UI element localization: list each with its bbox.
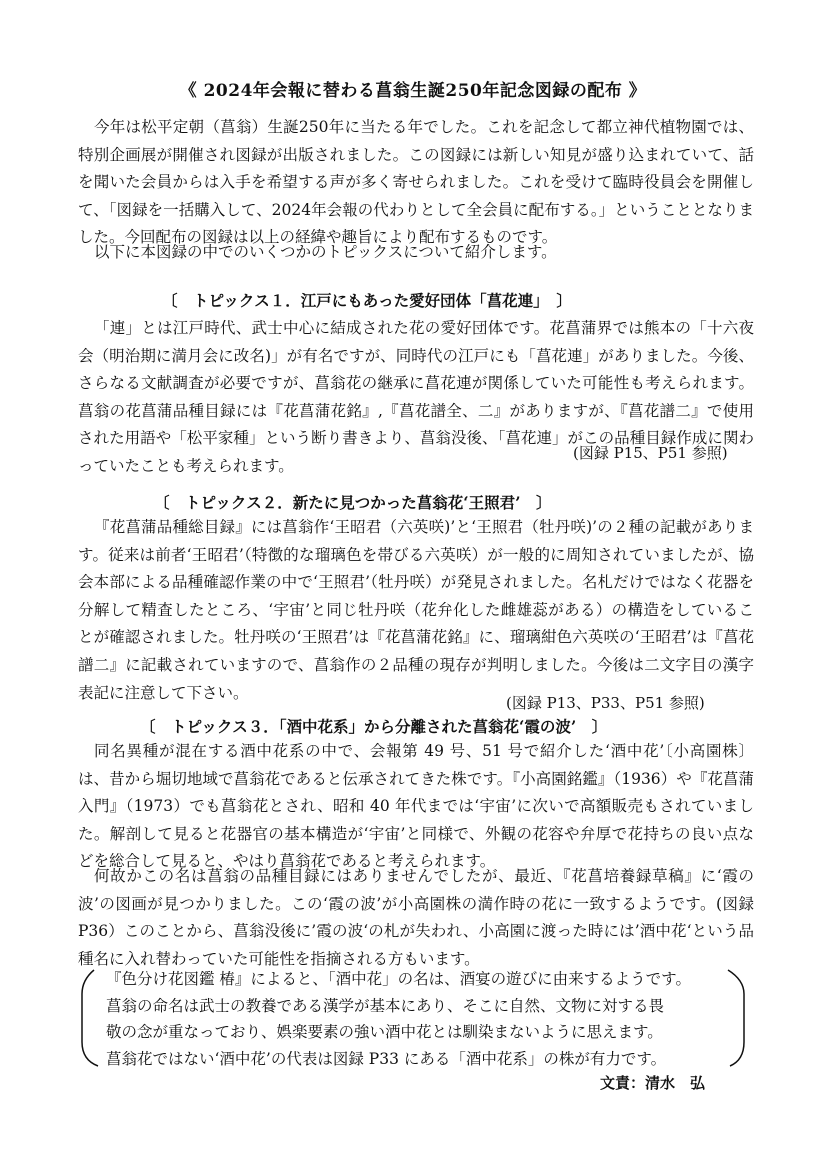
note-line: 菖翁の命名は武士の教養である漢学が基本にあり、そこに自然、文物に対する畏 (106, 996, 665, 1015)
topic1-body: 「連」とは江戸時代、武士中心に結成された花の愛好団体です。花菖蒲界では熊本の「十六夜会（明治期に満月会に改名)」が有名ですが、同時代の江戸にも「菖花連」がありました。今後、さらなる文献調査が必要ですが、菖翁花の継承に菖花連が関係していた可能性も考えられます。菖翁の花菖蒲品種目録には『花菖蒲花銘』,『菖花譜全、二』がありますが、『菖花譜二』で使用された用語や「松平家種」という断り書きより、菖翁没後、「菖花連」がこの品種目録作成に関わっていたことも考えられます。 (78, 319, 754, 475)
note-line: 敬の念が重なっており、娯楽要素の強い酒中花とは馴染まないように思えます。 (106, 1023, 663, 1041)
note-line: 『色分け花図鑑 椿』によると、「酒中花」の名は、酒宴の遊びに由来するようです。 (106, 970, 691, 988)
note-box (80, 964, 748, 1072)
topic2-body: 『花菖蒲品種総目録』には菖翁作‘王昭君（六英咲)’と‘王照君（牡丹咲)’の２種の記載があります。従来は前者‘王昭君’（特徴的な瑠璃色を帯びる六英咲）が一般的に周知されていましたが、協会本部による品種確認作業の中で‘王照君’（牡丹咲）が発見されました。名札だけではなく花器を分解して精査したところ、‘宇宙’と同じ牡丹咲（花弁化した雌雄蕊がある）の構造をしていることが確認されました。牡丹咲の‘王照君’は『花菖蒲花銘』に、瑠璃紺色六英咲の‘王昭君’は『菖花譜二』に記載されていますので、菖翁作の２品種の現存が判明しました。今後は二文字目の漢字表記に注意して下さい。 (78, 518, 754, 702)
intro-paragraph: 今年は松平定朝（菖翁）生誕250年に当たる年でした。これを記念して都立神代植物園では、特別企画展が開催され図録が出版されました。この図録には新しい知見が盛り込まれていて、話を聞いた会員からは入手を希望する声が多く寄せられました。これを受けて臨時役員会を開催して、「図録を一括購入して、2024年会報の代わりとして全会員に配布する。」ということとなりました。今回配布の図録は以上の経緯や趣旨により配布するものです。 (78, 118, 754, 247)
topic1-heading: 〔 トピックス１．江戸にもあった愛好団体「菖花連」 〕 (162, 291, 572, 310)
page-title: 《 2024年会報に替わる菖翁生誕250年記念図録の配布 》 (179, 81, 647, 101)
topic3-heading: 〔 トピックス３．「酒中花系」から分離された菖翁花‘霞の波’ 〕 (140, 717, 608, 736)
author-credit: 文責：清水 弘 (600, 1074, 706, 1092)
topic3-body-2: 何故かこの名は菖翁の品種目録にはありませんでしたが、最近、『花菖培養録草稿』に‘霞の波’の図画が見つかりました。この‘霞の波’が小高園株の満作時の花に一致するようです。(図録 P36）このことから、菖翁没後に’霞の波‘の札が失われ、小高園に渡った時には’酒中花‘という品種名に入れ替わっていた可能性を指摘される方もいます。 (78, 867, 754, 968)
note-text (106, 966, 734, 1072)
topic2-reference: (図録 P13、P33、P51 参照) (506, 694, 705, 712)
topic3-body-1: 同名異種が混在する酒中花系の中で、会報第 49 号、51 号で紹介した‘酒中花’〔小高園株〕は、昔から堀切地域で菖翁花であると伝承されてきた株です。『小高園銘鑑』（1936）や『花菖蒲入門』（1973）でも菖翁花とされ、昭和 40 年代までは‘宇宙’に次いで高額販売もされていました。解剖して見ると花器官の基本構造が‘宇宙’と同様で、外観の花容や弁厚で花持ちの良い点などを総合して見ると、やはり菖翁花であると考えられます。 (78, 742, 754, 871)
topic2-heading: 〔 トピックス２．新たに見つかった菖翁花‘王照君’ 〕 (154, 493, 552, 512)
intro-paragraph-2: 以下に本図録の中でのいくつかのトピックスについて紹介します。 (94, 243, 557, 261)
note-line: 菖翁花ではない‘酒中花’の代表は図録 P33 にある「酒中花系」の株が有力です。 (106, 1049, 667, 1068)
topic1-reference: (図録 P15、P51 参照) (573, 444, 728, 462)
